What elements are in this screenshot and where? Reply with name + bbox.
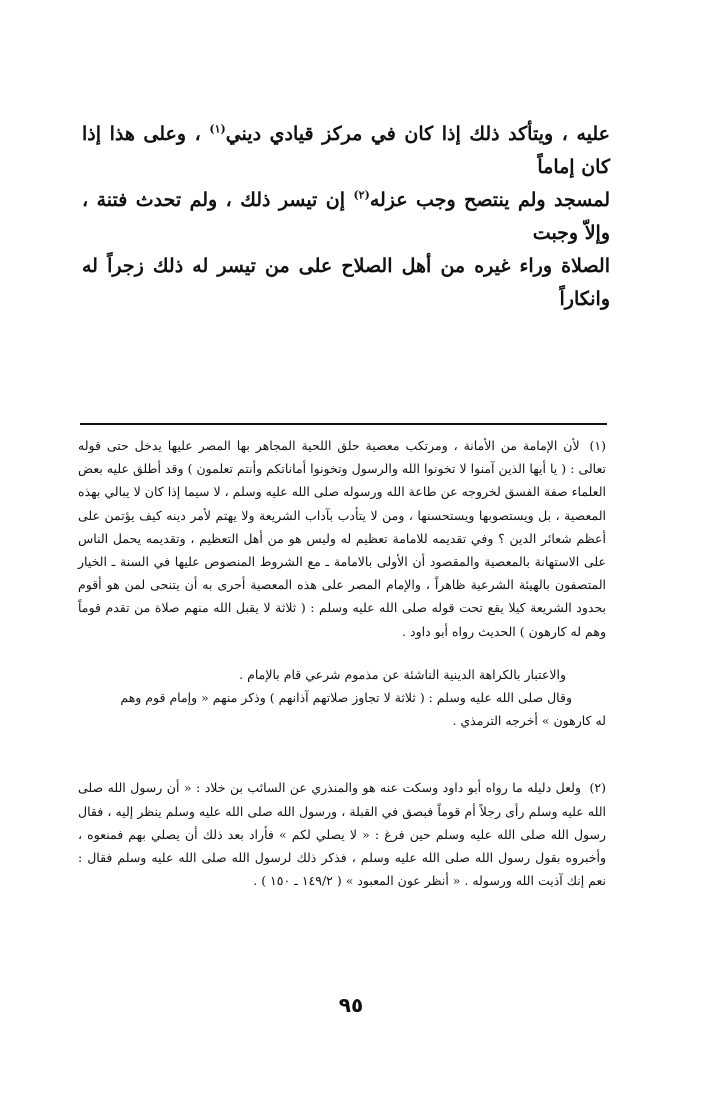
footnote-1-text: لأن الإمامة من الأمانة ، ومرتكب معصية حلق اللحية المجاهر بها المصر عليها يدخل حتى قوله تعالى : ( يا أيها الذين آمنوا لا تخونوا الله والرسول وتخونوا أماناتكم وأنتم تعلمون ) وقد أطلق عليه بعض العلماء صفة الفسق لخروجه عن طاعة الله ورسوله صلى الله عليه وسلم ، لا سيما إذا كان لا يبالي بهذه المعصية ، بل ويستصوبها ويستحسنها ، ومن لا يتأدب بآداب الشريعة ولا يهتم لأمر دينه كيف يؤتمن على أعظم شعائر الدين ؟ وفي تقديمه للامامة تعظيم له وليس هو من أهل التعظيم ، وتقديمه يحمل الناس على الاستهانة بالمعصية والمقصود أن الأولى بالامامة ـ مع الشروط المنصوص عليها في السنة ـ الخيار المتصفون بالهيئة الشرعية ظاهراً ، والإمام المصر على هذه المعصية أحرى به أن يتنحى لمن هو أقوم بحدود الشريعة كيلا يقع تحت قوله صلى الله عليه وسلم : ( ثلاثة لا يقبل الله منهم صلاة من تقدم قوماً وهم له كارهون ) الحديث رواه أبو داود . (78, 438, 606, 639)
footnote-1-extra-line-2: وقال صلى الله عليه وسلم : ( ثلاثة لا تجاوز صلاتهم آذانهم ) وذكر منهم « وإمام قوم وهم (120, 690, 572, 706)
main-line-2: لمسجد ولم ينتصح وجب عزله$^{(٢)}$ إن تيسر ذلك ، ولم تحدث فتنة ، وإلاّ وجبت (82, 188, 610, 244)
footnote-ref-2[interactable]: (٢) (353, 188, 370, 202)
footnote-1-number: (١) (589, 438, 606, 453)
main-line-3: الصلاة وراء غيره من أهل الصلاح على من تيسر له ذلك زجراً له وانكاراً (82, 255, 610, 310)
footnote-1-extra-line-1: والاعتبار بالكراهة الدينية الناشئة عن مذموم شرعي قام بالإمام . (239, 666, 566, 682)
main-body-text (82, 118, 610, 316)
footnote-1 (78, 434, 606, 732)
footnote-ref-1[interactable]: (١) (209, 122, 226, 136)
footnote-2 (78, 776, 606, 892)
footnote-1-extra-line-3: له كارهون » أخرجه الترمذي . (452, 713, 606, 729)
footnotes-section (78, 434, 606, 892)
footnote-2-text: ولعل دليله ما رواه أبو داود وسكت عنه هو والمنذري عن السائب بن خلاد : « أن رسول الله صلى الله عليه وسلم رأى رجلاً أم قوماً فبصق في القبلة ، ورسول الله صلى الله عليه وسلم ينظر إليه ، فقال رسول الله صلى الله عليه وسلم حين فرغ : « لا يصلي لكم » فأراد بعد ذلك أن يصلي بهم فمنعوه ، وأخبروه بقول رسول الله صلى الله عليه وسلم ، فذكر ذلك لرسول الله صلى الله عليه وسلم فقال : نعم إنك آذيت الله ورسوله . « أنظر عون المعبود » ( ١٤٩/٢ ـ ١٥٠ ) . (78, 780, 606, 889)
footnote-2-body (78, 776, 606, 892)
footnote-1-extra (78, 663, 606, 733)
main-line-1: عليه ، ويتأكد ذلك إذا كان في مركز قيادي ديني$^{(١)}$ ، وعلى هذا إذا كان إماماً (82, 122, 610, 178)
footnote-divider (80, 423, 607, 425)
footnote-1-body (78, 434, 606, 643)
page-number: ٩٥ (338, 993, 364, 1017)
footnote-2-number: (٢) (589, 780, 606, 796)
